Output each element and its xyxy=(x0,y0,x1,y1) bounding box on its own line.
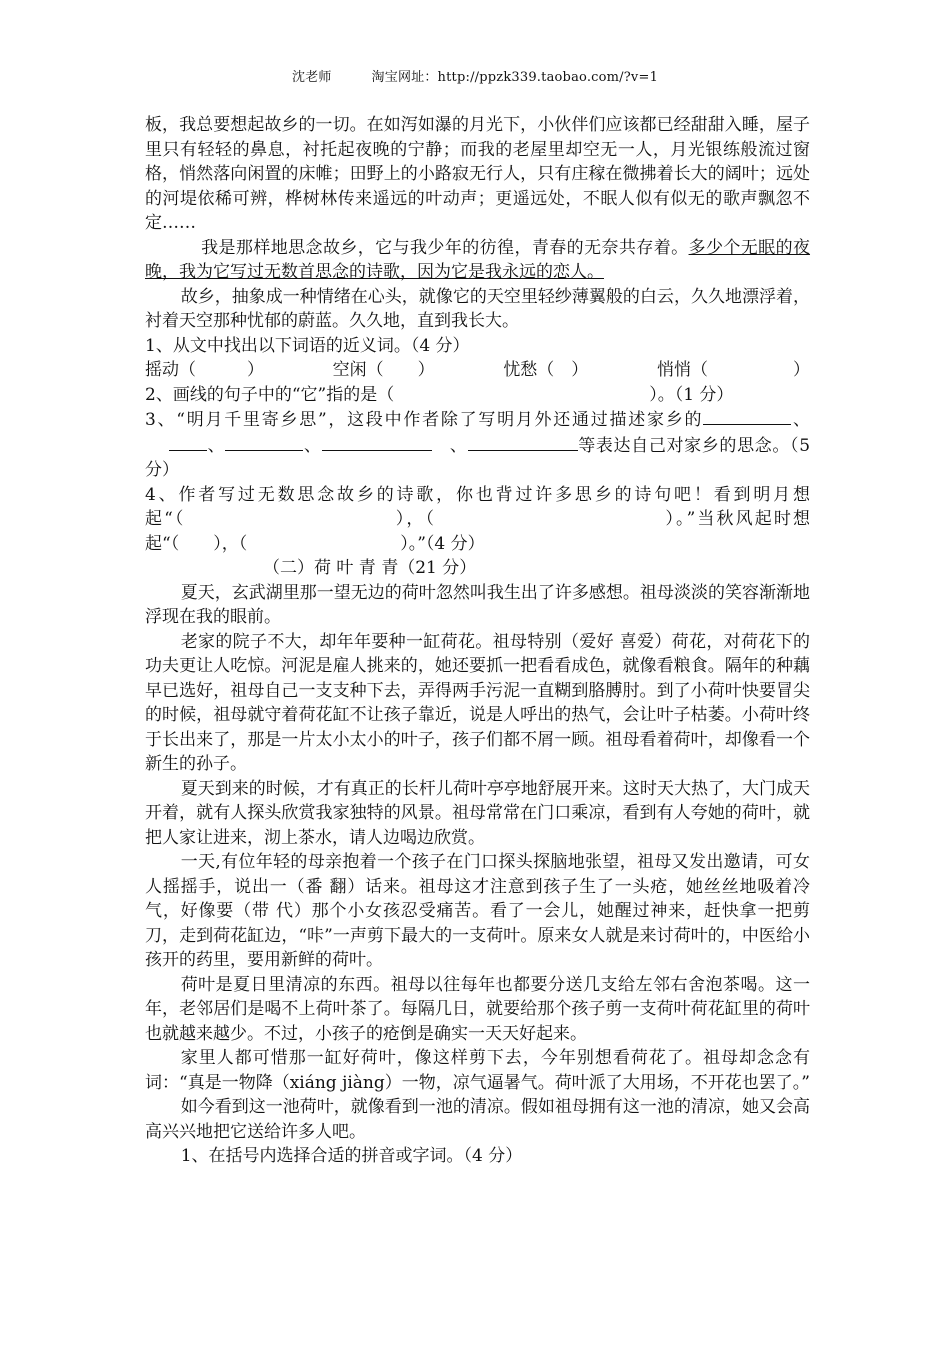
separator: 、 xyxy=(207,435,226,456)
paragraph: 夏天，玄武湖里那一望无边的荷叶忽然叫我生出了许多感想。祖母淡淡的笑容渐渐地浮现在我的眼前。 xyxy=(145,582,810,627)
question-4: 4、作者写过无数思念故乡的诗歌，你也背过许多思乡的诗句吧！看到明月想起“（ ），（ ）。”当秋风起时想起“（ ），（ ）。”（4 分） xyxy=(145,484,810,554)
paragraph: 家里人都可惜那一缸好荷叶，像这样剪下去，今年别想看荷花了。祖母却念念有词：“真是一物降（xiáng jiàng）一物，凉气逼暑气。荷叶派了大用场，不开花也罢了。” xyxy=(145,1048,810,1093)
paragraph-emotion: 故乡，抽象成一种情绪在心头，就像它的天空里轻纱薄翼般的白云，久久地漂浮着，衬着天空那种忧郁的蔚蓝。久久地，直到我长大。 xyxy=(145,286,810,331)
header-shop-url: 淘宝网址：http://ppzk339.taobao.com/?v=1 xyxy=(371,70,659,85)
paragraph-homesick-text: 我是那样地思念故乡，它与我少年的彷徨，青春的无奈共存着。 xyxy=(201,237,689,258)
separator: 、 xyxy=(791,410,810,430)
separator: 、 xyxy=(431,435,468,456)
paragraph-moonlight: 板，我总要想起故乡的一切。在如泻如瀑的月光下，小伙伴们应该都已经甜甜入睡，屋子里只有轻轻的鼻息，衬托起夜晚的宁静；而我的老屋里却空无一人，月光银练般流过窗格，悄然落向闲置的床帷；田野上的小路寂无行人，只有庄稼在微拂着长大的阔叶；远处的河堤依稀可辨，桦树林传来遥远的叶动声；更遥远处，不眠人似有似无的歌声飘忽不定…… xyxy=(145,115,810,233)
word-item: 悄悄（ ） xyxy=(656,360,810,380)
document-body xyxy=(145,113,810,1169)
question-3-text: 3、“明月千里寄乡思”，这段中作者除了写明月外还通过描述家乡的 xyxy=(145,410,704,430)
paragraph: 夏天到来的时候，才有真正的长杆儿荷叶亭亭地舒展开来。这时天大热了，大门成天开着，就有人探头欣赏我家独特的风景。祖母常常在门口乘凉，看到有人夸她的荷叶，就把人家让进来，沏上茶水，请人边喝边欣赏。 xyxy=(145,778,810,848)
answer-blank[interactable] xyxy=(169,433,207,451)
paragraph: 老家的院子不大，却年年要种一缸荷花。祖母特别（爱好 喜爱）荷花，对荷花下的功夫更让人吃惊。河泥是雇人挑来的，她还要抓一把看看成色，就像看粮食。隔年的种藕早已选好，祖母自己一支支种下去，弄得两手污泥一直糊到胳膊肘。到了小荷叶快要冒尖的时候，祖母就守着荷花缸不让孩子靠近，说是人呼出的热气，会让叶子枯萎。小荷叶终于长出来了，那是一片太小太小的叶子，孩子们都不屑一顾。祖母看着荷叶，却像看一个新生的孙子。 xyxy=(145,631,810,774)
answer-blank[interactable] xyxy=(322,433,432,451)
separator: 、 xyxy=(303,435,322,456)
paragraph: 如今看到这一池荷叶，就像看到一池的清凉。假如祖母拥有这一池的清凉，她又会高高兴兴地把它送给许多人吧。 xyxy=(145,1097,810,1142)
word-item: 忧愁（ ） xyxy=(503,360,589,380)
word-item: 空闲（ ） xyxy=(332,360,435,380)
section-title: （二）荷 叶 青 青（21 分） xyxy=(263,558,477,578)
question-2: 2、画线的句子中的“它”指的是（ ）。（1 分） xyxy=(145,384,734,405)
paragraph-homesick xyxy=(145,236,810,285)
answer-blank[interactable] xyxy=(225,433,303,451)
paragraph: 荷叶是夏日里清凉的东西。祖母以往每年也都要分送几支给左邻右舍泡茶喝。这一年，老邻居们是喝不上荷叶茶了。每隔几日，就要给那个孩子剪一支荷叶荷花缸里的荷叶也就越来越少。不过，小孩子的疮倒是确实一天天好起来。 xyxy=(145,974,810,1044)
question-3-tail: 等表达自己对家乡的思念。（5 分） xyxy=(145,435,811,480)
question-1-words xyxy=(145,358,810,383)
answer-blank[interactable] xyxy=(468,433,578,451)
word-item: 摇动（ ） xyxy=(145,360,264,380)
paragraph: 一天,有位年轻的母亲抱着一个孩子在门口探头探脑地张望，祖母又发出邀请，可女人摇摇手，说出一（番 翻）话来。祖母这才注意到孩子生了一头疮，她丝丝地吸着冷气，好像要（带 代）那个小女孩忍受痛苦。看了一会儿，她醒过神来，赶快拿一把剪刀，走到荷花缸边，“咔”一声剪下最大的一支荷叶。原来女人就是来讨荷叶的，中医给小孩开的药里，要用新鲜的荷叶。 xyxy=(145,852,810,970)
answer-blank[interactable] xyxy=(703,407,791,425)
page-header xyxy=(0,66,950,85)
underlined-sentence: 多少个无眠的夜晚，我为它写过无数首思念的诗歌，因为它是我永远的恋人。 xyxy=(145,237,811,282)
question-3 xyxy=(145,407,810,483)
question-heading: 1、在括号内选择合适的拼音或字词。（4 分） xyxy=(180,1146,523,1166)
header-teacher: 沈老师 xyxy=(291,70,332,85)
question-1: 1、从文中找出以下词语的近义词。（4 分） xyxy=(145,335,470,356)
